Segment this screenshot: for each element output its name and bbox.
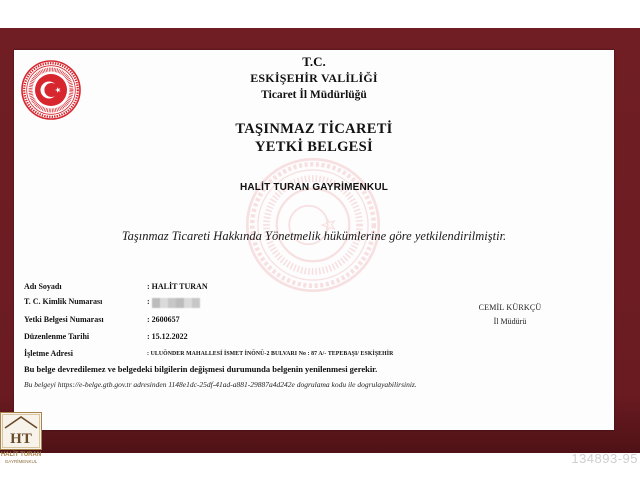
field-label: Yetki Belgesi Numarası: [24, 315, 104, 324]
field-label: Adı Soyadı: [24, 282, 62, 291]
signatory-title: İl Müdürü: [493, 317, 527, 326]
authorization-statement: Taşınmaz Ticareti Hakkında Yönetmelik hükümlerine göre yetkilendirilmiştir.: [121, 229, 507, 243]
field-value: : ULUÖNDER MAHALLESİ İSMET İNÖNÜ-2 BULVARI No : 87 A/- TEPEBAŞI/ ESKİŞEHİR: [147, 351, 394, 357]
company-name: HALİT TURAN GAYRİMENKUL: [239, 182, 389, 193]
document-title-line2: YETKİ BELGESİ: [255, 139, 373, 155]
logo-subtitle: GAYRİMENKUL: [4, 459, 38, 464]
signatory-name: CEMİL KÜRKÇÜ: [478, 303, 542, 312]
blurred-id-number: [152, 298, 200, 308]
logo-name: HALİT TURAN: [0, 452, 42, 458]
field-value: :: [147, 297, 150, 306]
real-estate-logo-icon: [0, 412, 42, 470]
image-watermark-id: 134893-95: [571, 451, 638, 466]
header-tc: T.C.: [302, 54, 326, 69]
watermark-seal-icon: [245, 157, 381, 293]
verification-note: Bu belgeyi https://e-belge.gtb.gov.tr adresinden 1148e1dc-25df-41ad-a881-29887a4d242e dogrulama kodu ile dogrulayabilirsiniz.: [24, 380, 417, 389]
field-value: : 15.12.2022: [147, 332, 188, 341]
field-label: T. C. Kimlik Numarası: [24, 297, 103, 306]
field-label: İşletme Adresi: [24, 349, 73, 358]
header-directorate: Ticaret İl Müdürlüğü: [261, 89, 367, 101]
document-title-line1: TAŞINMAZ TİCARETİ: [235, 121, 393, 137]
field-value: : 2600657: [147, 315, 180, 324]
header-governorship: ESKİŞEHİR VALİLİĞİ: [250, 71, 378, 85]
field-value: : HALİT TURAN: [147, 282, 208, 291]
field-label: Düzenlenme Tarihi: [24, 332, 90, 341]
certificate-paper: [14, 50, 614, 430]
logo-initials: HT: [10, 431, 32, 447]
transfer-notice: Bu belge devredilemez ve belgedeki bilgilerin değişmesi durumunda belgenin yenilenmesi gerekir.: [24, 364, 378, 374]
